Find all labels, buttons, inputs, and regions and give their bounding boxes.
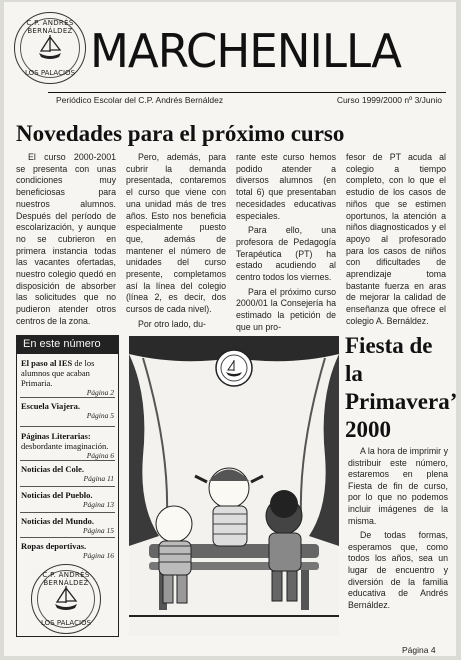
- masthead-rule: [48, 92, 446, 93]
- contents-item[interactable]: Noticias del Pueblo. Página 13: [21, 490, 114, 509]
- fiesta-title: Fiesta de la Primavera’ 2000: [345, 333, 458, 442]
- article-column-2: [126, 152, 226, 334]
- contents-item[interactable]: El paso al IES de los alumnos que acaban Primaria. Página 2: [21, 358, 114, 397]
- masthead-title: MARCHENILLA: [90, 24, 402, 78]
- article-paragraph: De todas formas, esperamos que, como todos los años, sea un lugar de encuentro y diversión de la familia educativa de Andrés Bernáldez.: [348, 530, 448, 610]
- fiesta-article: [348, 446, 448, 614]
- article-paragraph: Para el próximo curso 2000/01 la Consejería ha estimado la petición de que un pro-: [236, 286, 336, 332]
- contents-box-title: En este número: [17, 336, 118, 354]
- page-number: Página 4: [402, 645, 436, 655]
- logo-top-text: C.P. ANDRÉS BERNÁLDEZ: [42, 571, 90, 587]
- contents-item[interactable]: Páginas Literarias: desbordante imaginación. Página 6: [21, 431, 114, 460]
- logo-top-text: C.P. ANDRÉS BERNÁLDEZ: [26, 19, 74, 35]
- children-stage-illustration: [129, 336, 339, 636]
- contents-item-page: Página 2: [86, 388, 114, 397]
- contents-item[interactable]: Noticias del Cole. Página 11: [21, 464, 114, 483]
- article-column-4: [346, 152, 446, 331]
- school-logo-top: [14, 12, 86, 84]
- school-logo-bottom: [31, 564, 101, 634]
- article-paragraph: rante este curso hemos podido atender a diversos alumnos (en total 6) que presentaban necesidades educativas especiales.: [236, 152, 336, 221]
- contents-item-page: Página 6: [86, 451, 114, 460]
- article-paragraph: Para ello, una profesora de Pedagogía Terapéutica (PT) ha estado acudiendo al centro todos los viernes.: [236, 225, 336, 283]
- article-paragraph: fesor de PT acuda al colegio a tiempo completo, con lo que el estudio de los casos de niños que se estimen oportunos, la atención a niños diagnosticados y el apoyo al profesorado para los casos de niños con dificultades de aprendizaje toma bastante fuerza en aras de mejorar la calidad de enseñanza que ofrece el colegio A. Bernáldez.: [346, 152, 446, 326]
- article-paragraph: Por otro lado, du-: [138, 318, 206, 329]
- contents-item[interactable]: Escuela Viajera. Página 5: [21, 401, 114, 420]
- logo-bottom-text: LOS PALACIOS: [24, 69, 76, 77]
- ship-emblem-icon: [33, 31, 67, 65]
- contents-item-page: Página 13: [82, 500, 114, 509]
- contents-divider: [20, 426, 115, 427]
- contents-divider: [20, 512, 115, 513]
- article-column-3: [236, 152, 336, 337]
- headline: Novedades para el próximo curso: [16, 121, 345, 146]
- article-column-1: [16, 152, 116, 331]
- contents-item-page: Página 16: [82, 551, 114, 560]
- contents-divider: [20, 486, 115, 487]
- contents-item-page: Página 15: [82, 526, 114, 535]
- newspaper-page: [4, 2, 456, 656]
- ship-emblem-icon: [49, 582, 83, 616]
- subheader-right: Curso 1999/2000 nº 3/Junio: [336, 95, 442, 105]
- contents-item-page: Página 11: [83, 474, 114, 483]
- article-paragraph: Pero, además, para cubrir la demanda presentada, contaremos el curso que viene con una unidad más de tres años. Esto nos beneficia especialmente puesto que, además de mantener el número de unidades del curso presente, completamos así la línea del colegio (línea 2, es decir, dos cursos de cada nivel).: [126, 152, 226, 315]
- contents-item-page: Página 5: [86, 411, 114, 420]
- subheader-left: Periódico Escolar del C.P. Andrés Bernáldez: [56, 95, 224, 105]
- article-paragraph: El curso 2000-2001 se presenta con unas condiciones muy beneficiosas para nuestros alumnos. Después del período de escolarización, y aunque no se cubrieron en primera instancia todas las vacantes ofertadas, nuestro colegio quedó en disposición de absorber las solicitudes que no pudieron atender otros centros de la zona.: [16, 152, 116, 326]
- logo-bottom-text: LOS PALACIOS: [40, 619, 92, 627]
- contents-box: [16, 335, 119, 637]
- contents-item[interactable]: Noticias del Mundo. Página 15: [21, 516, 114, 535]
- contents-divider: [20, 397, 115, 398]
- contents-divider: [20, 537, 115, 538]
- contents-item[interactable]: Ropas deportivas. Página 16: [21, 541, 114, 560]
- contents-divider: [20, 460, 115, 461]
- article-paragraph: A la hora de imprimir y distribuir este número, estaremos en plena Fiesta de fin de curso, por lo que no podemos incluir imágenes de la misma.: [348, 446, 448, 526]
